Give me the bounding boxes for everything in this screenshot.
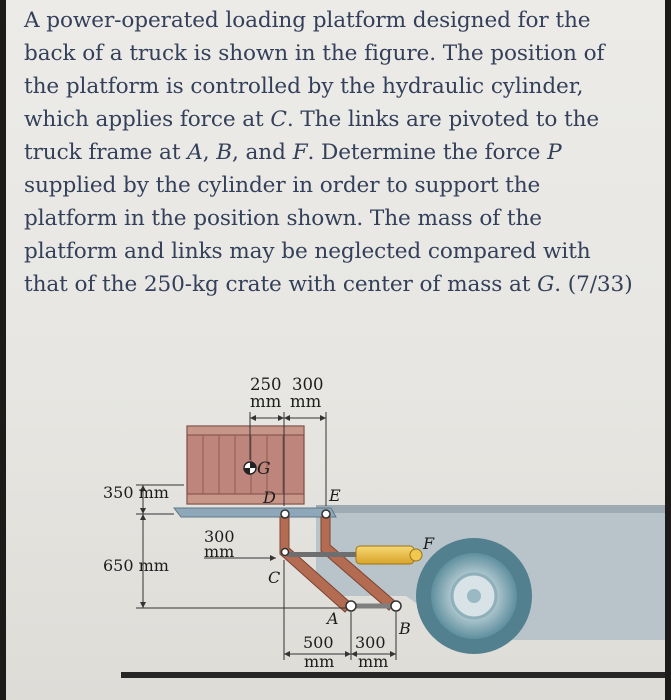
platform bbox=[174, 508, 336, 517]
textbook-page bbox=[6, 0, 665, 700]
symbol-b: B bbox=[216, 140, 232, 165]
top-dim-1-value: 250 bbox=[250, 375, 282, 394]
label-d: D bbox=[263, 488, 276, 507]
dim-300-unit: mm bbox=[204, 542, 235, 561]
top-dim-2-unit: mm bbox=[290, 392, 322, 411]
bottom-dim-1-value: 500 bbox=[303, 633, 334, 652]
symbol-g: G bbox=[537, 272, 555, 297]
symbol-p: P bbox=[547, 140, 562, 165]
label-c: C bbox=[268, 568, 281, 587]
top-dim-2-value: 300 bbox=[292, 375, 324, 394]
label-b: B bbox=[399, 619, 411, 638]
symbol-c: C bbox=[270, 107, 287, 132]
symbol-f: F bbox=[292, 140, 308, 165]
platform-figure bbox=[6, 0, 665, 700]
bottom-dim-2-value: 300 bbox=[355, 633, 386, 652]
bottom-dim-1-unit: mm bbox=[304, 652, 335, 671]
bottom-dim-2-unit: mm bbox=[358, 652, 389, 671]
dim-350: 350 mm bbox=[103, 483, 169, 502]
ground-line bbox=[121, 672, 665, 678]
symbol-a: A bbox=[187, 140, 203, 165]
problem-statement: A power-operated loading platform designed for the back of a truck is shown in the figure. The position of the platform is controlled by the hydraulic cylinder, which applies force at C. The links are pivoted to the truck frame at A, B, and F. Determine the force P supplied by the cylinder in order to support the platform in the position shown. The mass of the platform and links may be neglected compared with that of the 250-kg crate with center of mass at G. (7/33) bbox=[24, 8, 633, 297]
label-a: A bbox=[327, 609, 339, 628]
center-of-mass-marker bbox=[244, 462, 256, 474]
label-g: G bbox=[257, 459, 271, 479]
dim-650: 650 mm bbox=[103, 556, 169, 575]
dim-300-value: 300 bbox=[204, 527, 235, 546]
truck-wheel bbox=[416, 538, 532, 654]
top-dim-1-unit: mm bbox=[250, 392, 282, 411]
label-f: F bbox=[423, 534, 435, 553]
truck-frame-rail bbox=[316, 505, 665, 513]
label-e: E bbox=[329, 486, 341, 505]
